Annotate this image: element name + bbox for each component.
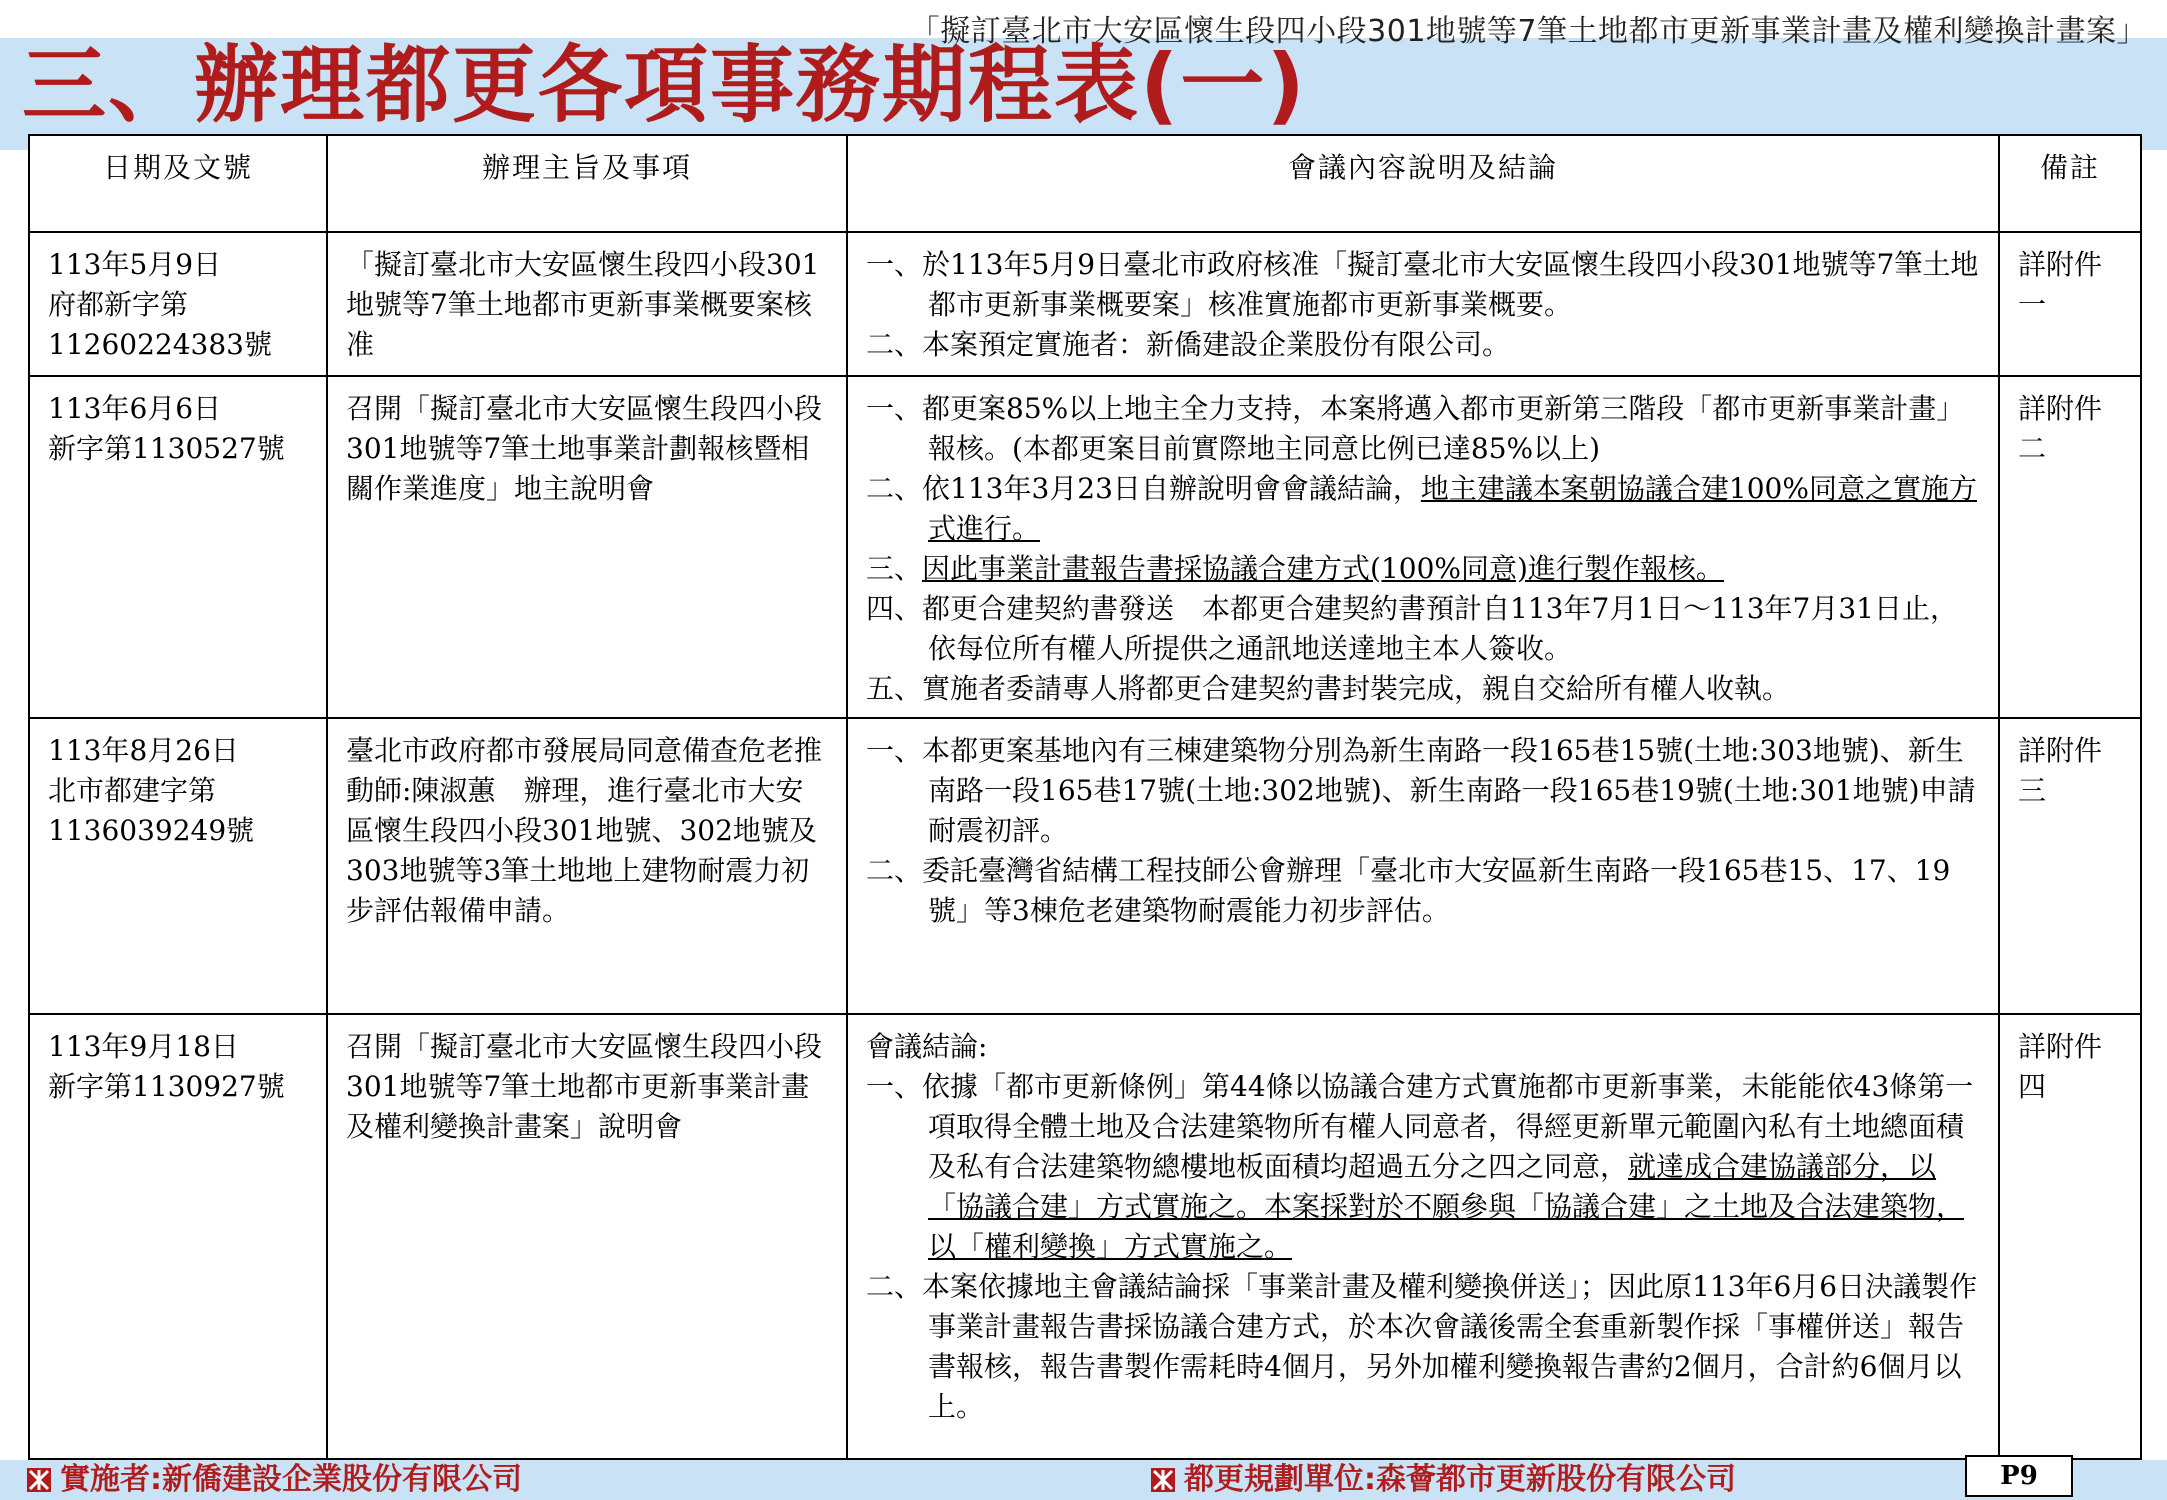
doc-number-line: 新字第1130927號 [48,1070,285,1103]
note-line: 詳附件 [2018,392,2103,425]
doc-number-line: 北市都建字第 [48,774,217,807]
date-line: 113年9月18日 [48,1030,239,1063]
note-line: 詳附件 [2018,248,2103,281]
content-text: 三、 [866,552,923,585]
content-item [866,1067,1980,1267]
content-item: 二、本案預定實施者：新僑建設企業股份有限公司。 [866,328,1511,361]
content-cell [847,718,1999,1014]
company-logo-icon [26,1467,52,1493]
note-cell [1999,718,2141,1014]
column-header-note: 備註 [1999,135,2141,232]
doc-number-line: 11260224383號 [48,328,272,361]
implementer-label [26,1460,522,1500]
note-line: 三 [2018,774,2047,807]
content-cell [847,232,1999,376]
content-item: 一、於113年5月9日臺北市政府核准「擬訂臺北市大安區懷生段四小段301地號等7筆土地都市更新事業概要案」核准實施都市更新事業概要。 [866,248,1979,321]
date-cell [29,232,327,376]
footer-bar [0,1460,2167,1500]
content-text: 一、依據「都市更新條例」第44條以協議合建方式實施都市更新事業，未能能依43條第一項取得全體土地及合法建築物所有權人同意者，得經更新單元範圍內私有土地總面積及私有合法建築物總樓地板面積均超過五分之四之同意， [866,1070,1974,1183]
table-row [29,1014,2141,1459]
planner-text: 都更規劃單位:森薈都市更新股份有限公司 [1184,1462,1736,1497]
note-cell [1999,1014,2141,1459]
content-item: 四、都更合建契約書發送 本都更合建契約書預計自113年7月1日～113年7月31日止，依每位所有權人所提供之通訊地送達地主本人簽收。 [866,592,1958,665]
date-line: 113年6月6日 [48,392,222,425]
column-header-subject: 辦理主旨及事項 [327,135,847,232]
page-number: P9 [1965,1455,2073,1497]
table-row [29,718,2141,1014]
planner-label [1150,1460,1736,1500]
doc-number-line: 新字第1130527號 [48,432,285,465]
date-line: 113年5月9日 [48,248,222,281]
table-row [29,232,2141,376]
content-cell [847,1014,1999,1459]
subject-cell: 臺北市政府都市發展局同意備查危老推動師:陳淑蕙 辦理，進行臺北市大安區懷生段四小段301地號、302地號及 303地號等3筆土地地上建物耐震力初步評估報備申請。 [327,718,847,1014]
column-header-content: 會議內容說明及結論 [847,135,1999,232]
doc-number-line: 1136039249號 [48,814,255,847]
underlined-text: 因此事業計畫報告書採協議合建方式(100%同意)進行製作報核。 [922,552,1724,585]
content-item: 一、都更案85%以上地主全力支持，本案將邁入都市更新第三階段「都市更新事業計畫」報核。(本都更案目前實際地主同意比例已達85%以上) [866,392,1965,465]
content-item: 二、本案依據地主會議結論採「事業計畫及權利變換併送」；因此原113年6月6日決議製作事業計畫報告書採協議合建方式，於本次會議後需全套重新製作採「事權併送」報告書報核，報告書製作需耗時4個月，另外加權利變換報告書約2個月，合計約6個月以上。 [866,1270,1978,1423]
subject-cell: 「擬訂臺北市大安區懷生段四小段301地號等7筆土地都市更新事業概要案核准 [327,232,847,376]
note-line: 詳附件 [2018,1030,2103,1063]
content-item [866,469,1980,549]
underlined-text: 地主建議本案朝協議合建100%同意之實施方式進行。 [928,472,1977,545]
note-cell [1999,376,2141,718]
note-line: 一 [2018,288,2047,321]
page-title: 三、辦理都更各項事務期程表(一) [22,36,1307,134]
date-cell [29,376,327,718]
project-title: 「擬訂臺北市大安區懷生段四小段301地號等7筆土地都市更新事業計畫及權利變換計畫案」 [909,14,2147,49]
note-cell [1999,232,2141,376]
date-cell [29,718,327,1014]
header-band [0,0,2167,150]
table-row [29,376,2141,718]
content-cell [847,376,1999,718]
implementer-text: 實施者:新僑建設企業股份有限公司 [60,1462,522,1497]
content-text: 二、依113年3月23日自辦說明會會議結論， [866,472,1421,505]
column-header-date: 日期及文號 [29,135,327,232]
schedule-table [28,134,2142,1460]
company-logo-icon [1150,1467,1176,1493]
date-line: 113年8月26日 [48,734,239,767]
content-item: 一、本都更案基地內有三棟建築物分別為新生南路一段165巷15號(土地:303地號)、新生南路一段165巷17號(土地:302地號)、新生南路一段165巷19號(土地:301地號)申請耐震初評。 [866,734,1976,847]
note-line: 四 [2018,1070,2047,1103]
content-item: 五、實施者委請專人將都更合建契約書封裝完成，親自交給所有權人收執。 [866,672,1791,705]
subject-cell: 召開「擬訂臺北市大安區懷生段四小段301地號等7筆土地事業計劃報核暨相關作業進度」地主說明會 [327,376,847,718]
content-item [866,549,1980,589]
note-line: 二 [2018,432,2047,465]
doc-number-line: 府都新字第 [48,288,189,321]
subject-cell: 召開「擬訂臺北市大安區懷生段四小段301地號等7筆土地都市更新事業計畫及權利變換計畫案」說明會 [327,1014,847,1459]
table-header-row [29,135,2141,232]
underlined-text: 就達成合建協議部分，以「協議合建」方式實施之。本案採對於不願參與「協議合建」之土地及合法建築物，以「權利變換」方式實施之。 [928,1150,1965,1263]
date-cell [29,1014,327,1459]
content-heading: 會議結論: [866,1030,988,1063]
note-line: 詳附件 [2018,734,2103,767]
content-item: 二、委託臺灣省結構工程技師公會辦理「臺北市大安區新生南路一段165巷15、17、19號」等3棟危老建築物耐震能力初步評估。 [866,854,1951,927]
